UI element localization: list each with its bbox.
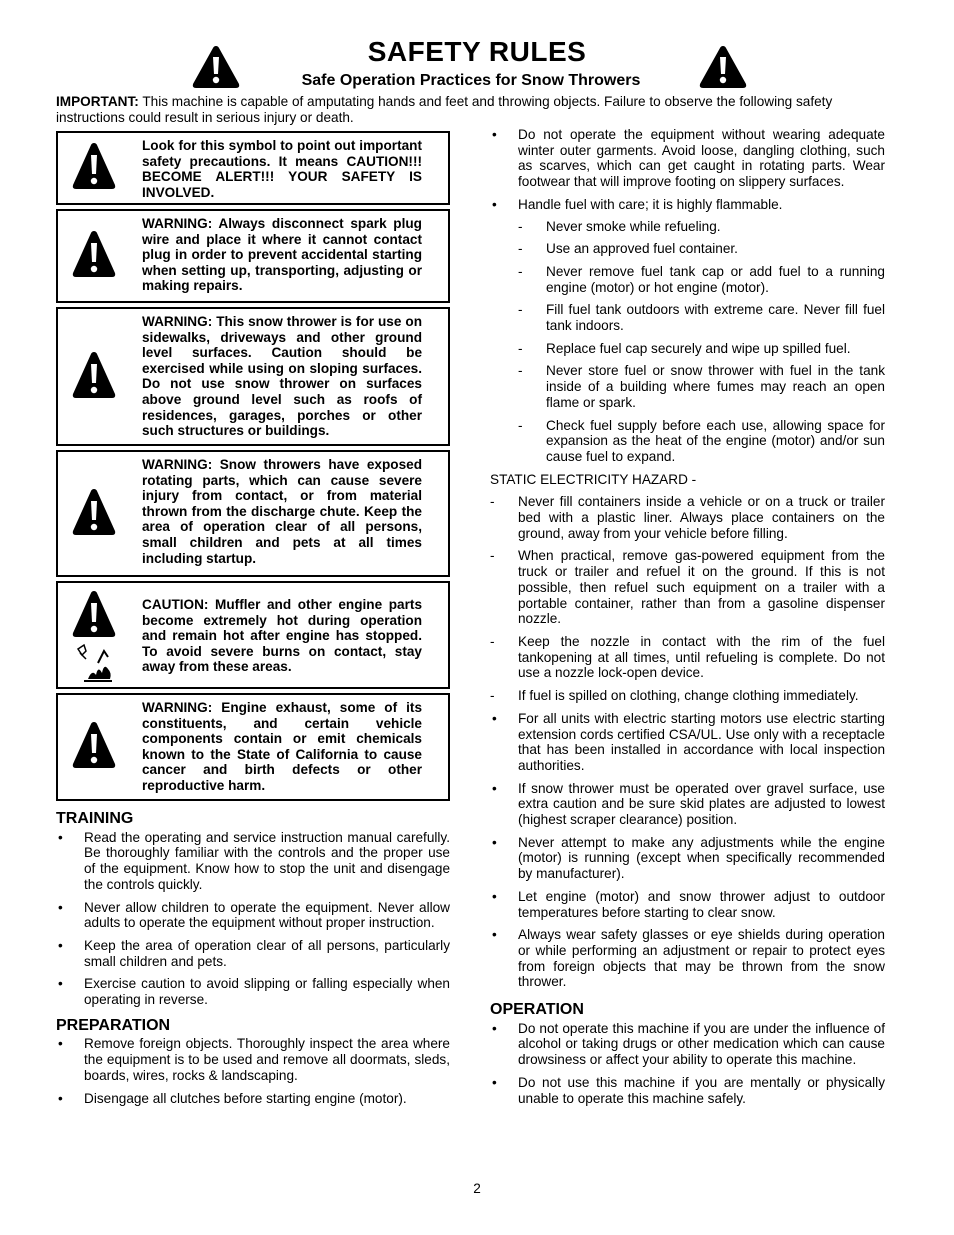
warning-box: [56, 307, 450, 446]
warning-triangle-icon: [72, 487, 116, 541]
list-item: • Remove foreign objects. Thoroughly inspect the area where the equipment is to be used and remove all doormats, sleds, boards, wires, rocks & landscaping.: [56, 1036, 450, 1083]
fuel-intro: Handle fuel with care; it is highly flammable.: [518, 196, 783, 212]
important-text: This machine is capable of amputating hands and feet and throwing objects. Failure to observe the following safety instructions could result in serious injury or death.: [56, 94, 833, 125]
list-item: • Let engine (motor) and snow thrower adjust to outdoor temperatures before starting to clear snow.: [490, 889, 885, 920]
preparation-list: [56, 1036, 450, 1106]
list-item: • Exercise caution to avoid slipping or falling especially when operating in reverse.: [56, 976, 450, 1007]
list-item: - When practical, remove gas-powered equipment from the truck or trailer and refuel it on the ground. If this is not possible, then refuel such equipment on a trailer with a portable container, rather than from a gasoline dispenser nozzle.: [490, 548, 885, 627]
static-list: [490, 494, 885, 703]
operation-heading: OPERATION: [490, 1001, 584, 1019]
list-item: - Never remove fuel tank cap or add fuel to a running engine (motor) or hot engine (motor).: [518, 264, 885, 295]
warning-triangle-icon: [72, 589, 116, 643]
list-item: • Read the operating and service instruction manual carefully. Be thoroughly familiar with the controls and the proper use of the equipment. Know how to stop the unit and disengage the controls quickly.: [56, 830, 450, 893]
training-heading: TRAINING: [56, 810, 134, 827]
warning-text: WARNING: Snow throwers have exposed rotating parts, which can cause severe injury from contact, or from material thrown from the discharge chute. Keep the area of operation clear of all persons, small children and pets at all times including startup.: [142, 457, 422, 566]
general-list: [490, 711, 885, 990]
training-list: [56, 830, 450, 1008]
clothing-list: [490, 127, 885, 465]
warning-triangle-icon: [72, 229, 116, 283]
list-item: - Replace fuel cap securely and wipe up spilled fuel.: [518, 341, 885, 357]
page-subtitle: Safe Operation Practices for Snow Throwers: [301, 72, 641, 89]
list-item: • Do not use this machine if you are mentally or physically unable to operate this machine safely.: [490, 1075, 885, 1106]
warning-text: WARNING: Engine exhaust, some of its constituents, and certain vehicle components contain or emit chemicals known to the State of California to cause cancer and birth defects or other reproductive harm.: [142, 700, 422, 793]
list-item: - Never smoke while refueling.: [518, 219, 885, 235]
list-item: • Disengage all clutches before starting engine (motor).: [56, 1091, 450, 1107]
list-item: - Fill fuel tank outdoors with extreme care. Never fill fuel tank indoors.: [518, 302, 885, 333]
page-number: 2: [473, 1181, 481, 1196]
important-label: IMPORTANT:: [56, 94, 139, 109]
list-item: • Always wear safety glasses or eye shields during operation or while performing an adjustment or repair to protect eyes from foreign objects that may be thrown from the snow thrower.: [490, 927, 885, 990]
warning-triangle-icon: [72, 720, 116, 774]
list-item: - If fuel is spilled on clothing, change clothing immediately.: [490, 688, 885, 704]
warning-triangle-icon: [72, 350, 116, 404]
list-item: • Do not operate the equipment without wearing adequate winter outer garments. Avoid loose, dangling clothing, such as scarves, which can get caught in rotating parts. Wear footwear that will improve footing on slippery surfaces.: [490, 127, 885, 190]
list-item: - Check fuel supply before each use, allowing space for expansion as the heat of the engine (motor) and/or sun cause fuel to expand.: [518, 418, 885, 465]
list-item: • Do not operate this machine if you are under the influence of alcohol or taking drugs or other medication which can cause drowsiness or affect your ability to operate this machine.: [490, 1021, 885, 1068]
warning-box: [56, 131, 450, 205]
important-notice: [56, 94, 888, 126]
warning-box: [56, 693, 450, 801]
list-item: [490, 197, 885, 465]
list-item: • Never allow children to operate the equipment. Never allow adults to operate the equipment without proper instruction.: [56, 900, 450, 931]
preparation-heading: PREPARATION: [56, 1016, 171, 1034]
list-item: - Keep the nozzle in contact with the rim of the fuel tankopening at all times, until refueling is complete. Do not use a nozzle lock-open device.: [490, 634, 885, 681]
caution-text: CAUTION: Muffler and other engine parts become extremely hot during operation and remain hot after engine has stopped. To avoid severe burns on contact, stay away from these areas.: [142, 597, 422, 675]
right-column: [490, 127, 885, 1113]
fuel-list: [518, 219, 885, 465]
list-item: • For all units with electric starting motors use electric starting extension cords certified CSA/UL. Use only with a receptacle that has been installed in accordance with local inspection authorities.: [490, 711, 885, 774]
hot-surface-icon: [74, 643, 114, 687]
static-heading: STATIC ELECTRICITY HAZARD -: [490, 471, 697, 487]
warning-box: [56, 450, 450, 577]
warning-text: WARNING: Always disconnect spark plug wire and place it where it cannot contact plug in order to prevent accidental starting when setting up, transporting, adjusting or making repairs.: [142, 216, 422, 294]
list-item: • Keep the area of operation clear of all persons, particularly small children and pets.: [56, 938, 450, 969]
left-column: [56, 131, 450, 1113]
page-title: SAFETY RULES: [367, 36, 587, 67]
warning-box: [56, 209, 450, 303]
list-item: - Never store fuel or snow thrower with fuel in the tank inside of a building where fumes may reach an open flame or spark.: [518, 363, 885, 410]
list-item: - Never fill containers inside a vehicle or on a truck or trailer bed with a plastic liner. Always place containers on the ground, away from your vehicle before filling.: [490, 494, 885, 541]
warning-triangle-icon: [72, 141, 116, 195]
warning-text: WARNING: This snow thrower is for use on sidewalks, driveways and other ground level surfaces. Caution should be exercised while using on sloping surfaces. Do not use snow thrower on surfaces above ground level such as roofs of residences, garages, porches or other such structures or buildings.: [142, 314, 422, 439]
list-item: • If snow thrower must be operated over gravel surface, use extra caution and be sure skid plates are adjusted to lowest (highest scraper clearance) position.: [490, 781, 885, 828]
list-item: - Use an approved fuel container.: [518, 241, 885, 257]
list-item: • Never attempt to make any adjustments while the engine (motor) is running (except when specifically recommended by manufacturer).: [490, 835, 885, 882]
warning-text: Look for this symbol to point out important safety precautions. It means CAUTION!!! BECOME ALERT!!! YOUR SAFETY IS INVOLVED.: [142, 138, 422, 200]
operation-list: [490, 1021, 885, 1107]
caution-box: [56, 581, 450, 689]
